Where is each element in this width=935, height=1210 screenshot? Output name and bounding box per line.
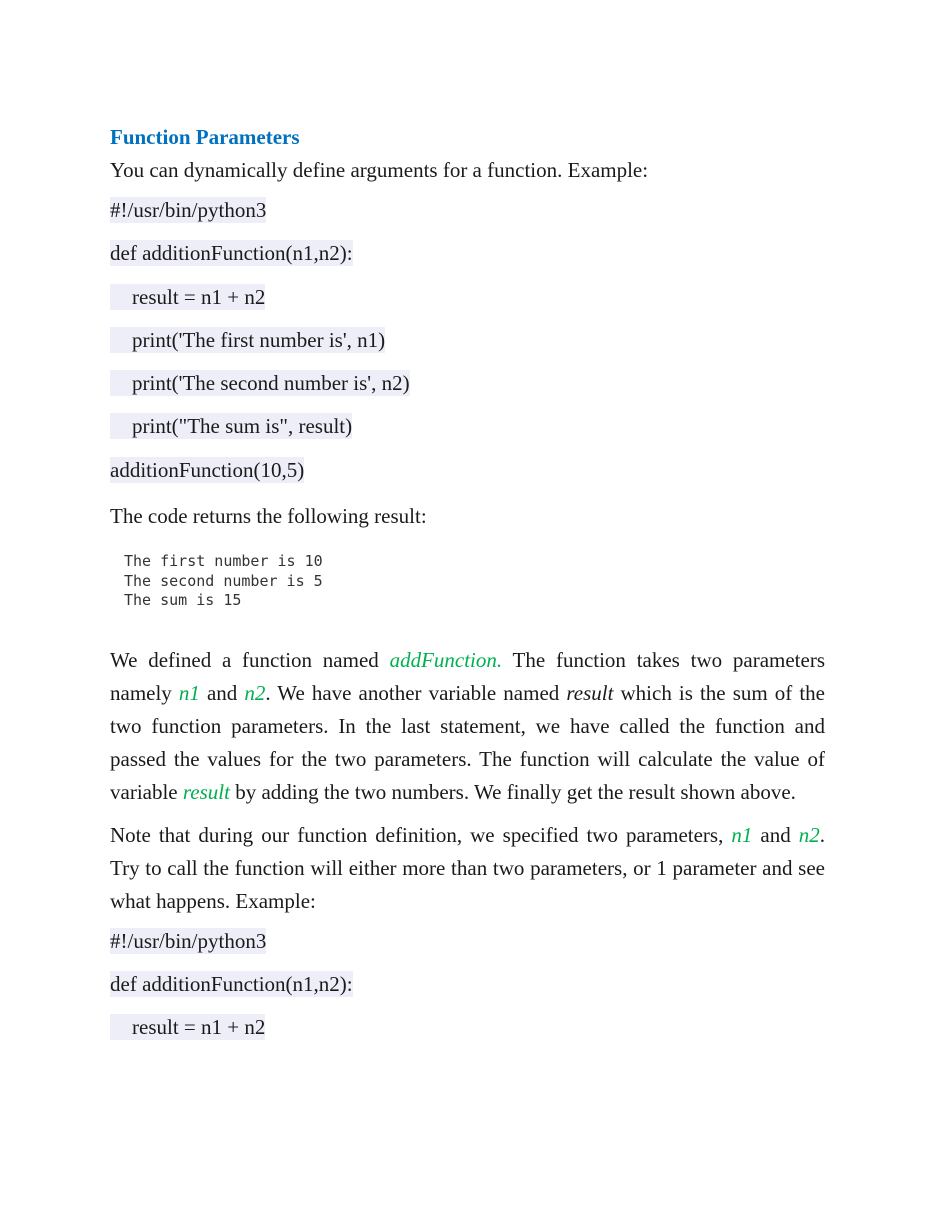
code-line: def additionFunction(n1,n2):: [110, 971, 353, 996]
note-paragraph: [110, 819, 825, 918]
text-run: by adding the two numbers. We finally get the result shown above.: [229, 779, 796, 804]
text-run: Note that during our function definition, we specified two parameters,: [110, 822, 732, 847]
param-n1: n1: [178, 680, 200, 705]
code-line: result = n1 + n2: [110, 284, 265, 310]
console-line: The second number is 5: [124, 571, 323, 590]
code-line: def additionFunction(n1,n2):: [110, 241, 353, 266]
variable-result: result: [182, 779, 230, 804]
code-line: print('The second number is', n2): [110, 370, 410, 396]
text-run: . Try to call the function will either more than two parameters, or 1 parameter and see what happens. Example:: [110, 822, 825, 913]
code-line: result = n1 + n2: [110, 1014, 265, 1040]
explanation-paragraph: [110, 644, 825, 809]
param-n2: n2: [244, 680, 266, 705]
code-line: additionFunction(10,5): [110, 457, 305, 482]
text-run: and: [752, 822, 799, 847]
console-output: [124, 552, 825, 611]
text-run: which is the sum of the two function parameters. In the last statement, we have called the function and passed the values for the two parameters. The function will calculate the value of variable: [110, 680, 826, 804]
function-name: addFunction.: [389, 647, 503, 672]
variable-result: result: [566, 680, 614, 705]
code-line: #!/usr/bin/python3: [110, 928, 267, 953]
document-page: [110, 122, 825, 1057]
text-run: The function takes two parameters namely: [110, 647, 825, 705]
result-label: The code returns the following result:: [110, 504, 427, 529]
code-block-1: [110, 197, 825, 500]
param-n2: n2: [798, 822, 820, 847]
text-run: We defined a function named: [110, 647, 390, 672]
text-run: . We have another variable named: [265, 680, 567, 705]
intro-paragraph: You can dynamically define arguments for a function. Example:: [110, 158, 649, 182]
section-heading: Function Parameters: [110, 125, 300, 149]
code-block-2: [110, 928, 825, 1058]
param-n1: n1: [731, 822, 753, 847]
code-line: print('The first number is', n1): [110, 327, 385, 353]
console-line: The sum is 15: [124, 591, 242, 610]
console-line: The first number is 10: [124, 552, 323, 571]
code-line: print("The sum is", result): [110, 413, 352, 439]
code-line: #!/usr/bin/python3: [110, 198, 267, 222]
text-run: and: [199, 680, 245, 705]
